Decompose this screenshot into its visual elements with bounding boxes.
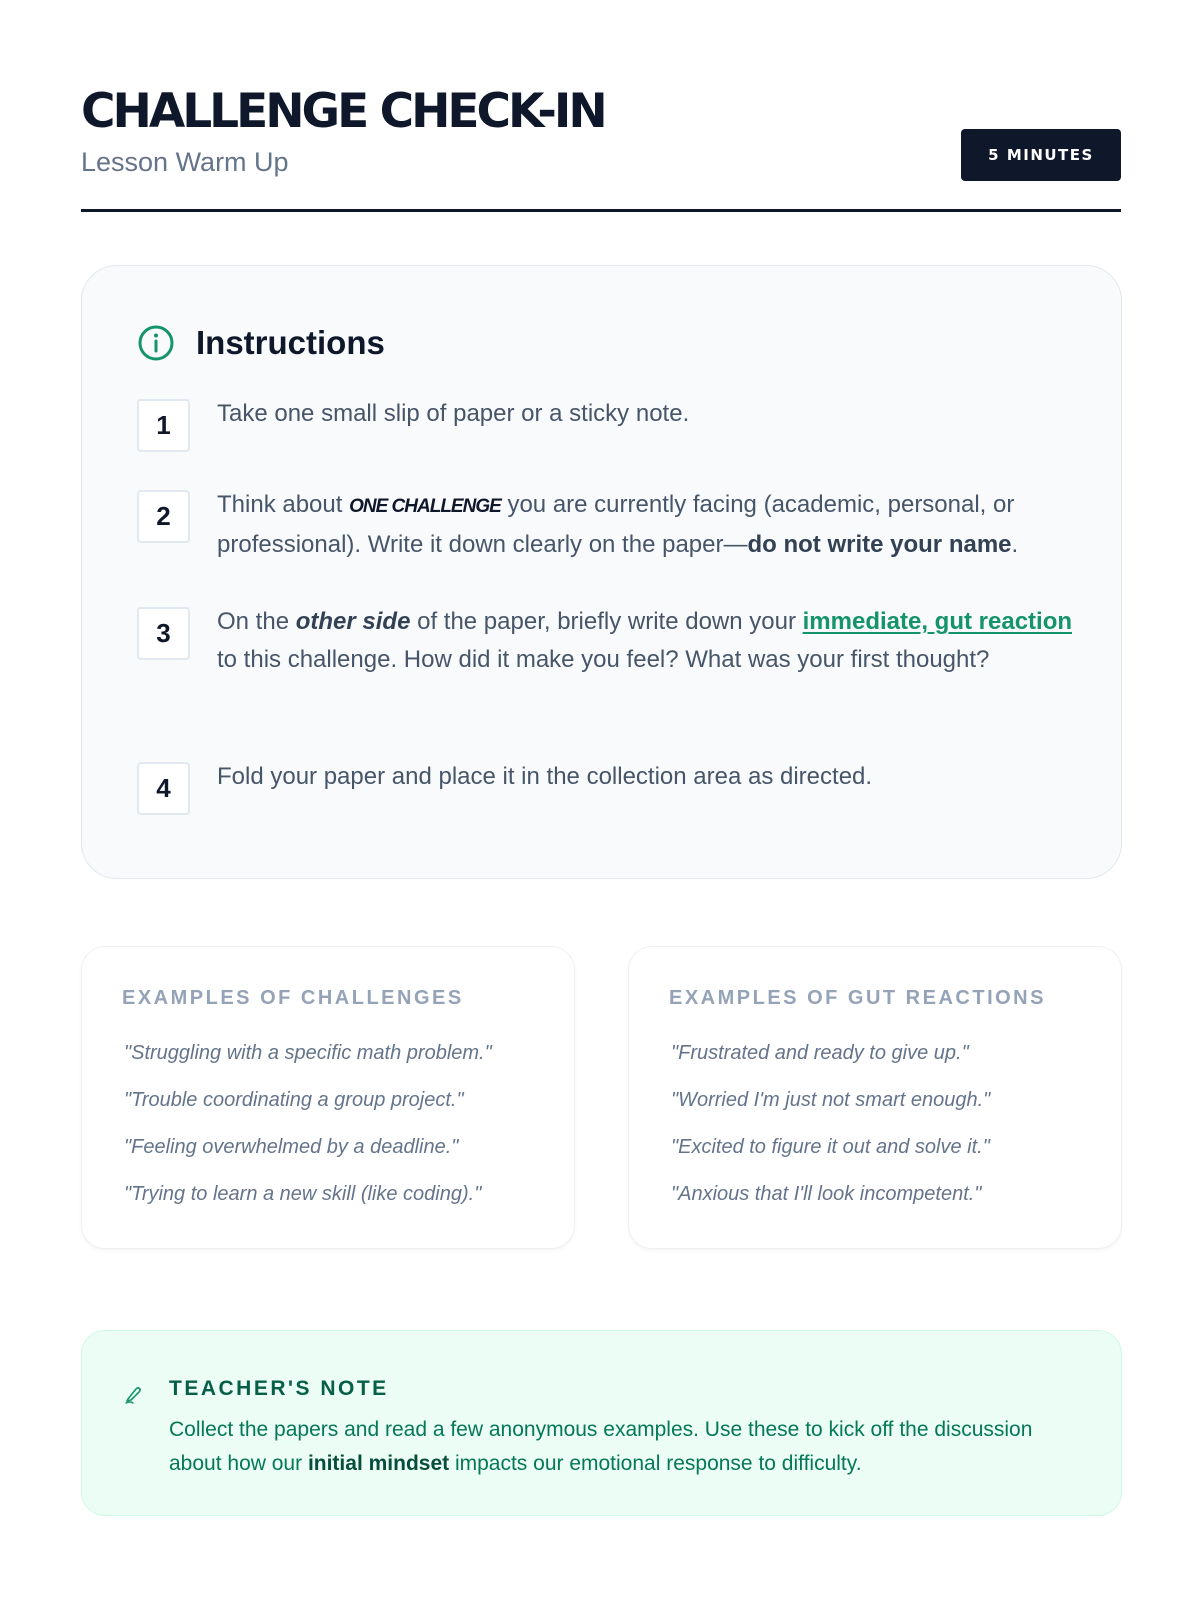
step-text-segment: to this challenge. How did it make you feel? What was your first thought? [217, 646, 990, 673]
step-text: Take one small slip of paper or a sticky note. [217, 400, 690, 427]
emphasis-text: ONE CHALLENGE [349, 496, 501, 517]
reactions-examples-card [628, 946, 1122, 1249]
step-text [217, 486, 1072, 564]
step-text-segment: you are currently facing (academic, personal, or professional). Write it down clearly on the paper— [217, 491, 1015, 558]
step-number: 2 [137, 490, 190, 543]
note-body [169, 1413, 1089, 1481]
list-item: "Trying to learn a new skill (like coding)." [124, 1183, 482, 1205]
list-item: "Feeling overwhelmed by a deadline." [124, 1136, 459, 1158]
step-number: 4 [137, 762, 190, 815]
card-title: EXAMPLES OF CHALLENGES [122, 987, 464, 1009]
list-item: "Excited to figure it out and solve it." [671, 1136, 990, 1158]
emphasis-text: other side [295, 608, 411, 635]
page-header [81, 82, 1121, 212]
info-icon [137, 324, 175, 362]
note-title: TEACHER'S NOTE [169, 1377, 389, 1400]
instructions-panel [81, 265, 1122, 879]
step-text-segment: Think about [217, 491, 350, 518]
step-text-segment: . [1011, 531, 1019, 558]
examples-list [671, 1039, 990, 1227]
step-number: 3 [137, 607, 190, 660]
gut-reaction-link[interactable]: immediate, gut reaction [802, 608, 1073, 635]
step-text: Fold your paper and place it in the collection area as directed. [217, 763, 873, 790]
note-text-segment: Collect the papers and read a few anonymous examples. Use these to kick off the discussion about how our [169, 1418, 1033, 1475]
list-item: "Struggling with a specific math problem." [124, 1042, 492, 1064]
card-title: EXAMPLES OF GUT REACTIONS [669, 987, 1046, 1009]
list-item: "Frustrated and ready to give up." [671, 1042, 969, 1064]
strong-text: do not write your name [747, 531, 1012, 558]
note-text-segment: impacts our emotional response to difficulty. [449, 1452, 862, 1475]
teacher-note [81, 1330, 1122, 1516]
step-text [217, 603, 1072, 679]
page-title: CHALLENGE CHECK-IN [81, 84, 605, 139]
list-item: "Worried I'm just not smart enough." [671, 1089, 991, 1111]
list-item: "Anxious that I'll look incompetent." [671, 1183, 982, 1205]
instructions-header [137, 324, 385, 362]
strong-text: initial mindset [307, 1452, 450, 1475]
instructions-title: Instructions [196, 324, 385, 361]
examples-list [124, 1039, 492, 1227]
page-subtitle: Lesson Warm Up [81, 147, 289, 177]
challenges-examples-card [81, 946, 575, 1249]
duration-badge: 5 MINUTES [961, 129, 1121, 181]
step-number: 1 [137, 399, 190, 452]
pen-icon [122, 1383, 144, 1405]
list-item: "Trouble coordinating a group project." [124, 1089, 464, 1111]
step-text-segment: On the [217, 608, 296, 635]
step-text-segment: of the paper, briefly write down your [410, 608, 803, 635]
